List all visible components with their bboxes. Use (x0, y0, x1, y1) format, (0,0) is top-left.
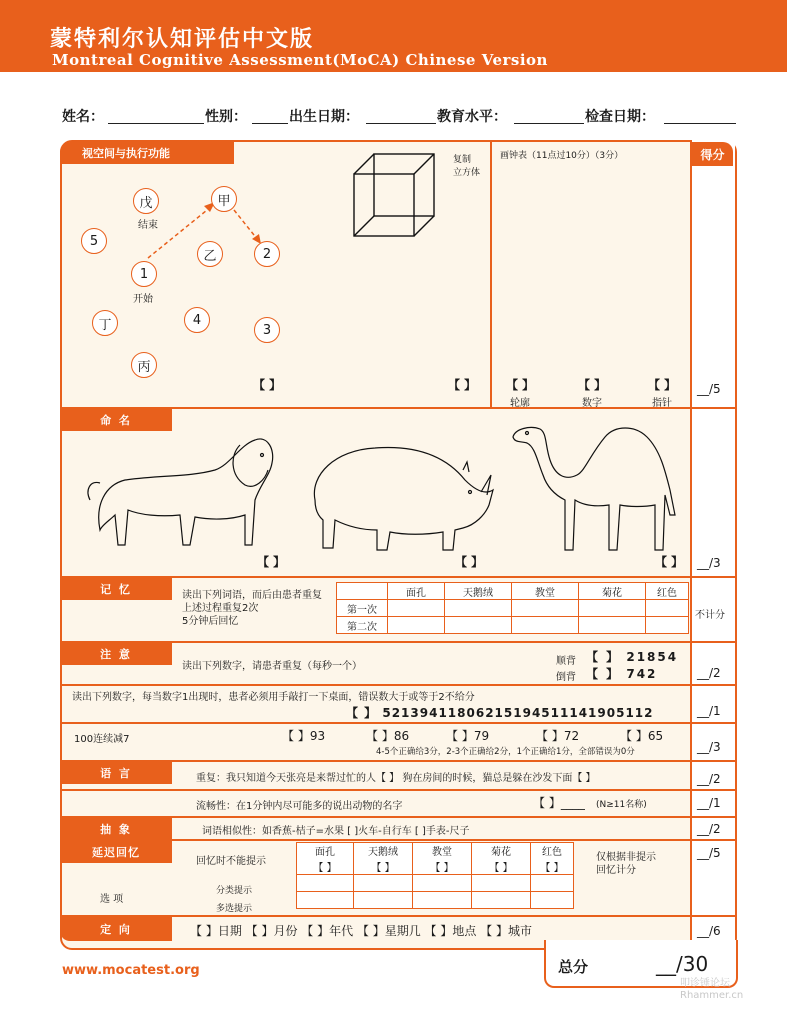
watermark-text-1: 叩诊锤论坛 (680, 978, 730, 989)
trail-node-wu: 戊 (133, 188, 159, 214)
trail-bracket[interactable]: 【 】 (253, 378, 282, 392)
trail-node-4: 4 (184, 307, 210, 333)
recall-note-1: 仅根据非提示 (596, 852, 656, 863)
category-cue-label: 分类提示 (216, 886, 253, 896)
backward-label: 倒背 (556, 672, 576, 683)
trial-1-cell[interactable] (512, 600, 579, 617)
cube-bracket[interactable]: 【 】 (448, 378, 477, 392)
naming-bracket-camel[interactable]: 【 】 (655, 555, 684, 569)
numbers-label: 数字 (582, 398, 602, 409)
tab-language: 语 言 (60, 762, 172, 784)
table-cell (337, 583, 388, 600)
table-row (297, 843, 574, 859)
clock-divider (490, 140, 492, 408)
digit-span-score[interactable]: __/2 (697, 666, 721, 680)
tapping-score[interactable]: __/1 (697, 704, 721, 718)
recall-bracket[interactable]: 【 】 (531, 858, 574, 875)
multiple-cue-cell[interactable] (354, 892, 413, 909)
table-row (337, 600, 689, 617)
category-cue-cell[interactable] (472, 875, 531, 892)
serial-sevens-label: 100连续减7 (74, 734, 130, 745)
naming-bracket-lion[interactable]: 【 】 (257, 555, 286, 569)
trail-node-ding: 丁 (92, 310, 118, 336)
label-birth: 出生日期： (289, 109, 359, 125)
recall-word-4: 菊花 (472, 843, 531, 859)
recall-bracket[interactable]: 【 】 (354, 858, 413, 875)
cube-label-2: 立方体 (453, 168, 481, 178)
title-chinese: 蒙特利尔认知评估中文版 (50, 26, 315, 52)
start-label: 开始 (133, 294, 153, 305)
tab-attention: 注 意 (60, 643, 172, 665)
orientation-items[interactable]: 【 】日期 【 】月份 【 】年代 【 】星期几 【 】地点 【 】城市 (190, 924, 532, 938)
trail-node-jia: 甲 (211, 186, 237, 212)
trail-node-5: 5 (81, 228, 107, 254)
serial-scoring-note: 4-5个正确给3分，2-3个正确给2分，1个正确给1分，全部错误为0分 (376, 747, 635, 757)
label-education: 教育水平： (437, 109, 507, 125)
memory-instruction-2: 上述过程重复2次 (182, 603, 259, 614)
serial-93[interactable]: 【 】93 (282, 729, 326, 743)
trial-2-cell[interactable] (388, 617, 445, 634)
rhino-drawing (305, 440, 500, 555)
serial-72[interactable]: 【 】72 (536, 729, 580, 743)
fluency-note: (N≥11名称) (596, 800, 647, 810)
visuospatial-score[interactable]: __/5 (697, 382, 721, 396)
repetition-score[interactable]: __/2 (697, 772, 721, 786)
trial-1-cell[interactable] (388, 600, 445, 617)
no-cue-label: 回忆时不能提示 (196, 856, 266, 867)
recall-word-2: 天鹅绒 (354, 843, 413, 859)
tab-memory: 记 忆 (60, 578, 172, 600)
tapping-instruction: 读出下列数字，每当数字1出现时，患者必须用手敲打一下桌面，错误数大于或等于2不给分 (72, 692, 475, 703)
abstraction-score[interactable]: __/2 (697, 822, 721, 836)
memory-word-1: 面孔 (388, 583, 445, 600)
memory-instruction-3: 5分钟后回忆 (182, 616, 239, 627)
trail-node-2: 2 (254, 241, 280, 267)
multiple-cue-cell[interactable] (472, 892, 531, 909)
category-cue-cell[interactable] (297, 875, 354, 892)
header-banner (0, 0, 787, 72)
category-cue-cell[interactable] (531, 875, 574, 892)
gender-field[interactable] (252, 123, 288, 124)
clock-label: 画钟表（11点过10分）（3分） (500, 151, 624, 161)
total-label: 总分 (558, 958, 589, 976)
cube-label-1: 复制 (453, 155, 472, 165)
label-name: 姓名： (62, 109, 104, 125)
trail-node-yi: 乙 (197, 241, 223, 267)
divider (60, 789, 735, 791)
memory-table (336, 582, 689, 634)
sentence-repetition[interactable]: 重复：我只知道今天张亮是来帮过忙的人【 】 狗在房间的时候，猫总是躲在沙发下面【 】 (196, 773, 596, 784)
forward-label: 顺背 (556, 656, 576, 667)
recall-word-5: 红色 (531, 843, 574, 859)
serial-65[interactable]: 【 】65 (620, 729, 664, 743)
tab-abstraction: 抽 象 (60, 818, 172, 840)
backward-digits[interactable]: 【 】 742 (586, 667, 658, 681)
category-cue-cell[interactable] (354, 875, 413, 892)
hands-label: 指针 (652, 398, 672, 409)
recall-word-3: 教堂 (413, 843, 472, 859)
abstraction-text[interactable]: 词语相似性：如香蕉-桔子=水果 [ ]火车-自行车 [ ]手表-尺子 (202, 826, 470, 837)
fluency-score[interactable]: __/1 (697, 796, 721, 810)
table-row (297, 892, 574, 909)
naming-score[interactable]: __/3 (697, 556, 721, 570)
table-row (297, 858, 574, 875)
trial-2-cell[interactable] (579, 617, 646, 634)
multiple-cue-label: 多选提示 (216, 904, 253, 914)
clock-hands-bracket[interactable]: 【 】 (648, 378, 677, 392)
recall-score[interactable]: __/5 (697, 846, 721, 860)
title-english: Montreal Cognitive Assessment(MoCA) Chinese Version (52, 51, 548, 69)
trial-1-cell[interactable] (445, 600, 512, 617)
multiple-cue-cell[interactable] (531, 892, 574, 909)
trial-2-cell[interactable] (646, 617, 689, 634)
serial-score[interactable]: __/3 (697, 740, 721, 754)
table-row (297, 875, 574, 892)
tab-orientation: 定 向 (60, 917, 172, 941)
trail-node-3: 3 (254, 317, 280, 343)
divider (60, 722, 735, 724)
tab-naming: 命 名 (60, 409, 172, 431)
divider (60, 684, 735, 686)
multiple-cue-cell[interactable] (297, 892, 354, 909)
contour-label: 轮廓 (510, 398, 530, 409)
options-label: 选 项 (100, 894, 124, 905)
multiple-cue-cell[interactable] (413, 892, 472, 909)
orientation-score[interactable]: __/6 (697, 924, 721, 938)
name-field[interactable] (108, 123, 204, 124)
recall-table (296, 842, 574, 909)
trial-1-label: 第一次 (337, 600, 388, 617)
birth-field[interactable] (366, 123, 436, 124)
trail-node-1: 1 (131, 261, 157, 287)
memory-score: 不计分 (695, 610, 725, 621)
category-cue-cell[interactable] (413, 875, 472, 892)
total-score[interactable]: __/30 (656, 952, 709, 976)
table-row (337, 617, 689, 634)
clock-numbers-bracket[interactable]: 【 】 (578, 378, 607, 392)
recall-bracket[interactable]: 【 】 (413, 858, 472, 875)
label-exam-date: 检查日期： (585, 109, 655, 125)
tab-delayed-recall: 延迟回忆 (60, 841, 172, 863)
exam-date-field[interactable] (664, 123, 736, 124)
recall-word-1: 面孔 (297, 843, 354, 859)
forward-digits[interactable]: 【 】 21854 (586, 650, 679, 664)
recall-note-2: 回忆计分 (596, 865, 636, 876)
trial-2-cell[interactable] (512, 617, 579, 634)
attention-instruction: 读出下列数字，请患者重复（每秒一个） (182, 661, 362, 672)
score-header: 得分 (692, 142, 733, 166)
education-field[interactable] (514, 123, 584, 124)
memory-word-4: 菊花 (579, 583, 646, 600)
naming-bracket-rhino[interactable]: 【 】 (455, 555, 484, 569)
lion-drawing (80, 425, 280, 555)
fluency-instruction: 流畅性：在1分钟内尽可能多的说出动物的名字 (196, 801, 403, 812)
trial-2-cell[interactable] (445, 617, 512, 634)
recall-bracket[interactable]: 【 】 (472, 858, 531, 875)
watermark-text-2: Rhammer.cn (680, 990, 744, 1001)
label-gender: 性别： (205, 109, 247, 125)
memory-word-3: 教堂 (512, 583, 579, 600)
end-label: 结束 (138, 220, 158, 231)
table-row (337, 583, 689, 600)
memory-word-2: 天鹅绒 (445, 583, 512, 600)
clock-contour-bracket[interactable]: 【 】 (506, 378, 535, 392)
memory-word-5: 红色 (646, 583, 689, 600)
fluency-blank[interactable]: 【 】____ (533, 796, 585, 810)
serial-86[interactable]: 【 】86 (366, 729, 410, 743)
tapping-sequence[interactable]: 【 】 52139411806215194511141905112 (346, 706, 654, 720)
recall-bracket[interactable]: 【 】 (297, 858, 354, 875)
serial-79[interactable]: 【 】79 (446, 729, 490, 743)
trial-1-cell[interactable] (646, 600, 689, 617)
memory-instruction-1: 读出下列词语，而后由患者重复 (182, 590, 322, 601)
cube-figure (350, 150, 450, 240)
tab-visuospatial: 视空间与执行功能 (60, 142, 234, 164)
trial-1-cell[interactable] (579, 600, 646, 617)
trial-2-label: 第二次 (337, 617, 388, 634)
trail-node-bing: 丙 (131, 352, 157, 378)
camel-drawing (505, 415, 685, 555)
website-link[interactable]: www.mocatest.org (62, 963, 200, 978)
